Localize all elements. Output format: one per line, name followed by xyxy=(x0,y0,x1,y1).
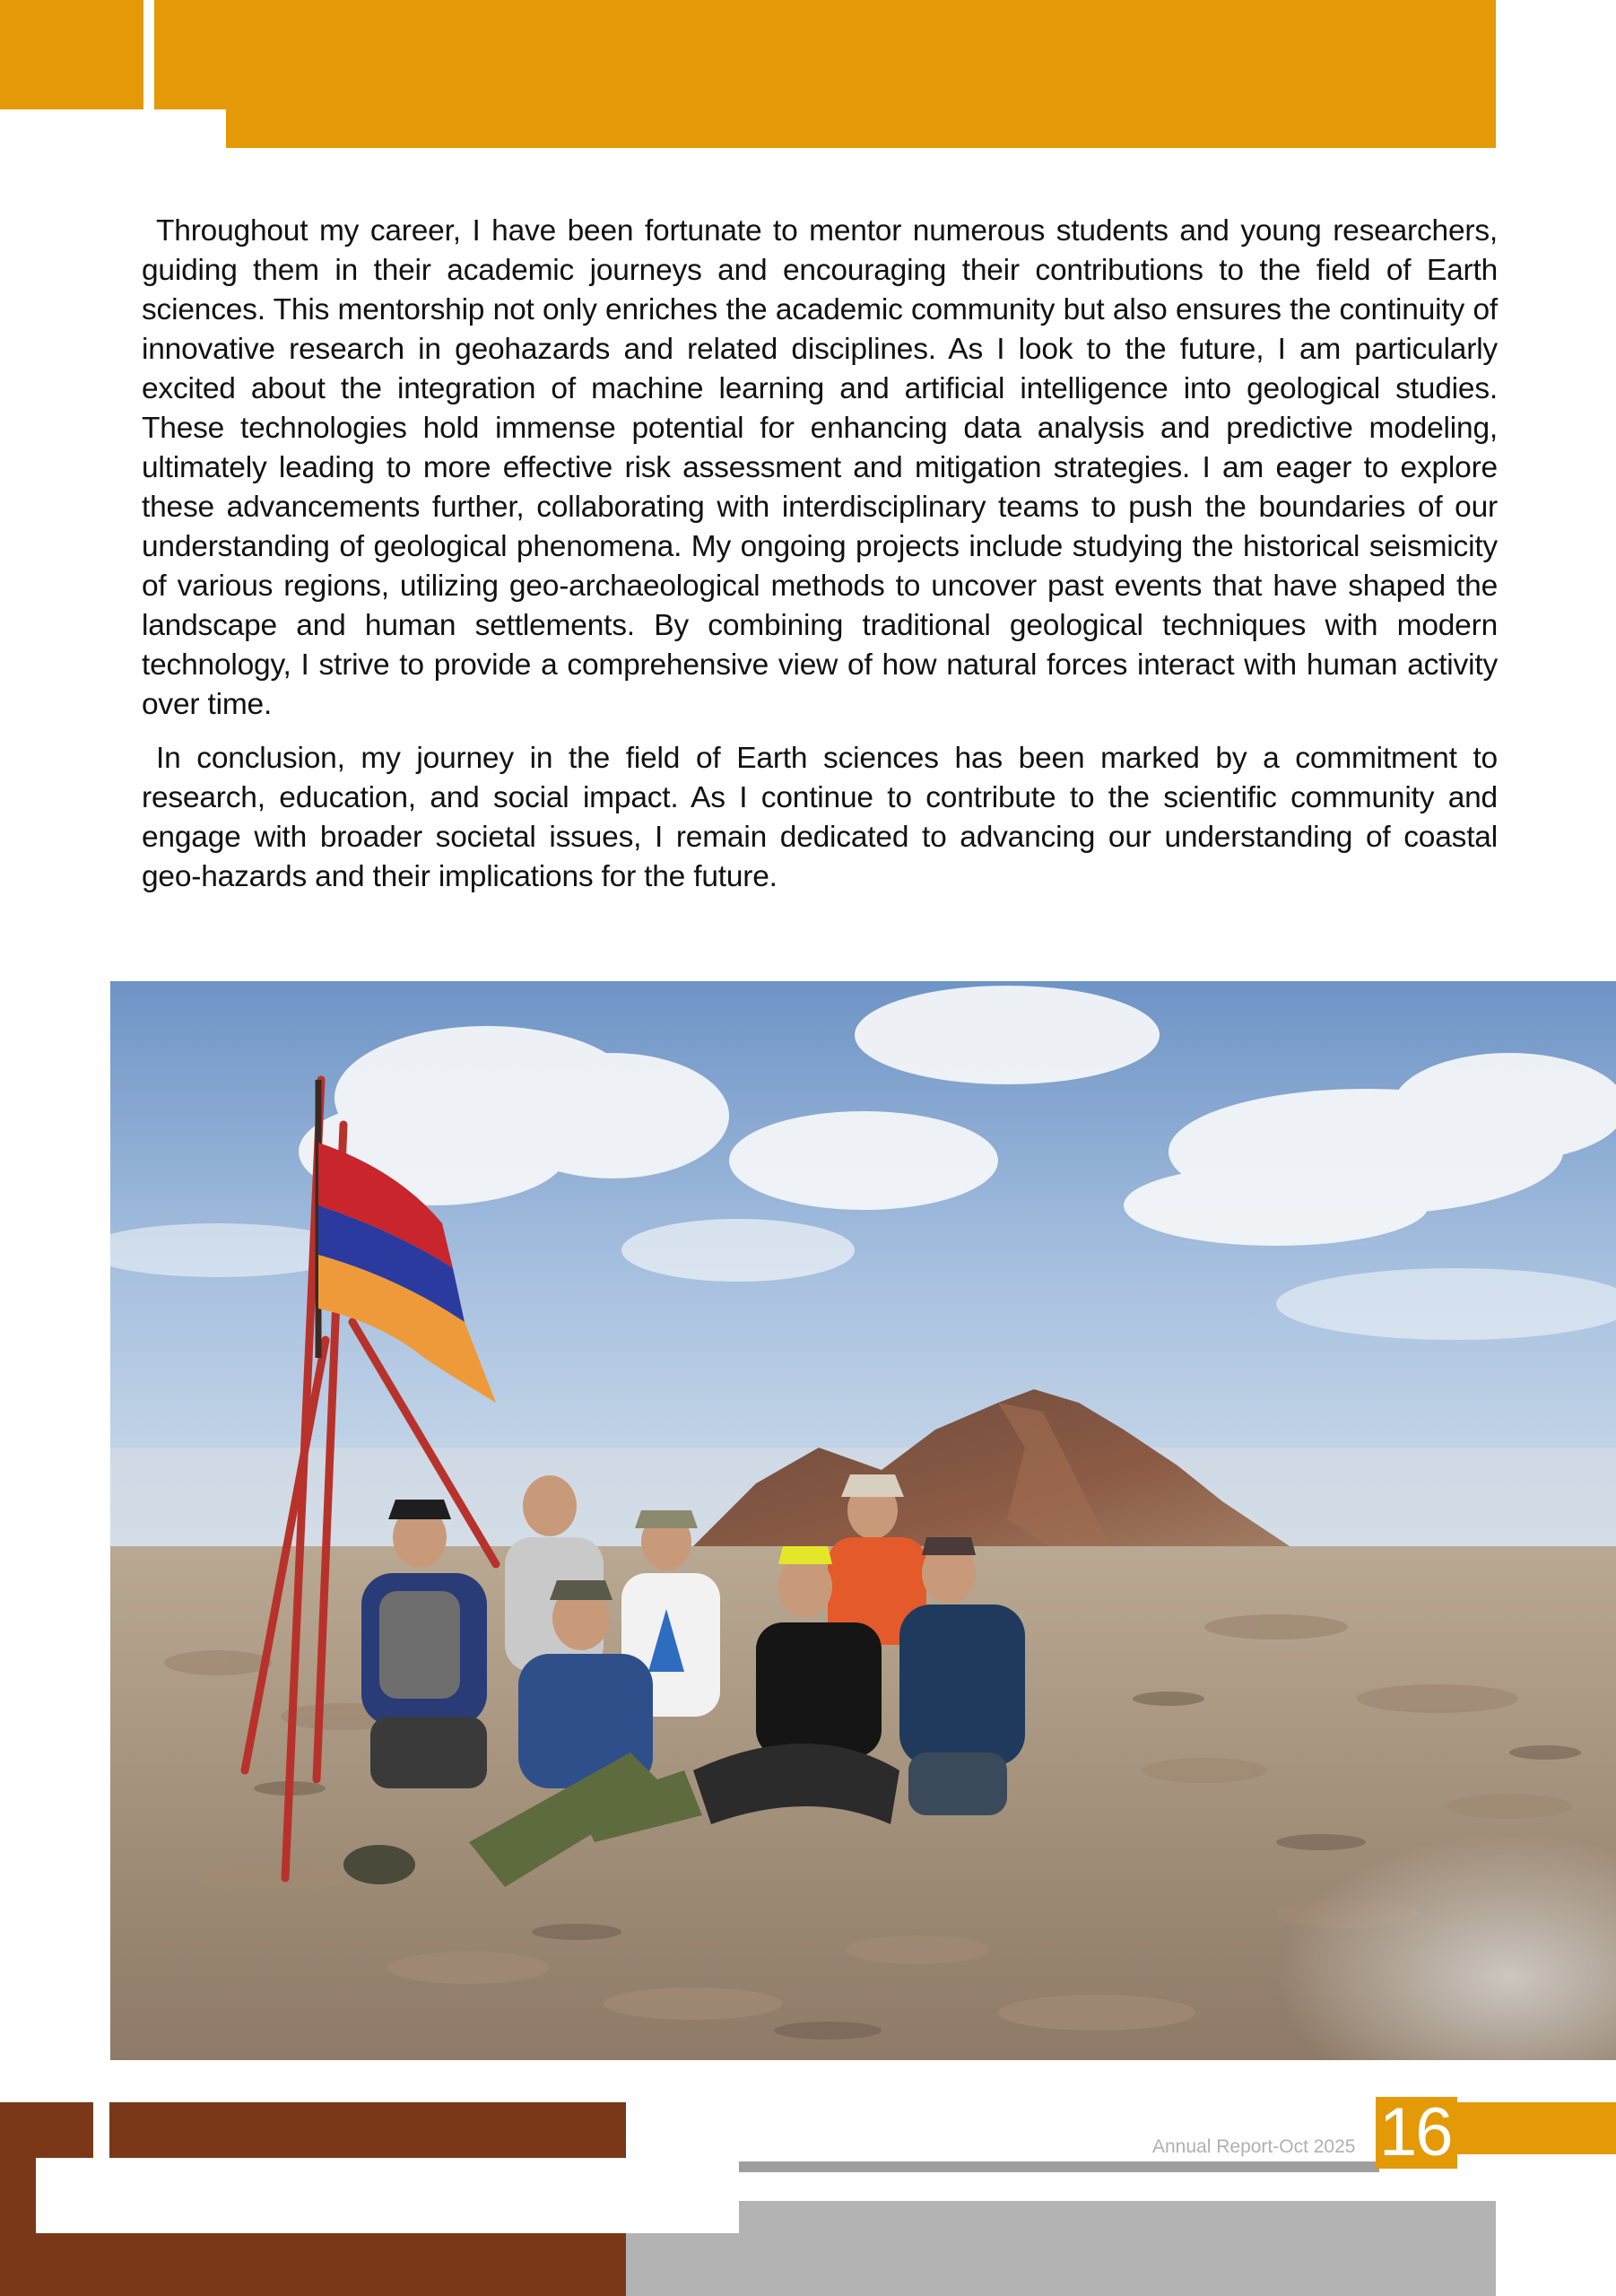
footer-gray-block xyxy=(739,2201,1496,2296)
summit-group-photo xyxy=(110,981,1616,2060)
header-accent-banner xyxy=(154,0,1496,148)
footer-brown-bar-bottom xyxy=(93,2233,626,2296)
header-notch xyxy=(154,109,226,148)
report-label: Annual Report-Oct 2025 xyxy=(1152,2136,1356,2157)
header-accent-block-left xyxy=(0,0,143,109)
summit-group-photo-illustration xyxy=(110,981,1616,2060)
footer-brown-bar-top xyxy=(109,2102,626,2158)
article-body xyxy=(142,212,1498,911)
footer-gray-rule xyxy=(739,2161,1379,2172)
article-paragraph: In conclusion, my journey in the field of Earth sciences has been marked by a commitment to research, education, and social impact. As I continue to contribute to the scientific community and engage with broader societal issues, I remain dedicated to advancing our understanding of coastal geo-hazards and their implications for the future. xyxy=(142,742,1498,893)
article-paragraph: Throughout my career, I have been fortunate to mentor numerous students and young researchers, guiding them in their academic journeys and encouraging their contributions to the field of Earth sciences. This mentorship not only enriches the academic community but also ensures the continuity of innovative research in geohazards and related disciplines. As I look to the future, I am particularly excited about the integration of machine learning and artificial intelligence into geological studies. These technologies hold immense potential for enhancing data analysis and predictive modeling, ultimately leading to more effective risk assessment and mitigation strategies. I am eager to explore these advancements further, collaborating with interdisciplinary teams to push the boundaries of our understanding of geological phenomena. My ongoing projects include studying the historical seismicity of various regions, utilizing geo-archaeological methods to uncover past events that have shaped the landscape and human settlements. By combining traditional geological techniques with modern technology, I strive to provide a comprehensive view of how natural forces interact with human activity over time. xyxy=(142,214,1498,721)
footer-gap xyxy=(93,2158,109,2233)
footer-gray-block-left xyxy=(626,2233,739,2296)
header-gap xyxy=(143,0,154,109)
footer-white-cutout xyxy=(36,2158,737,2233)
page-number: 16 xyxy=(1376,2097,1457,2169)
